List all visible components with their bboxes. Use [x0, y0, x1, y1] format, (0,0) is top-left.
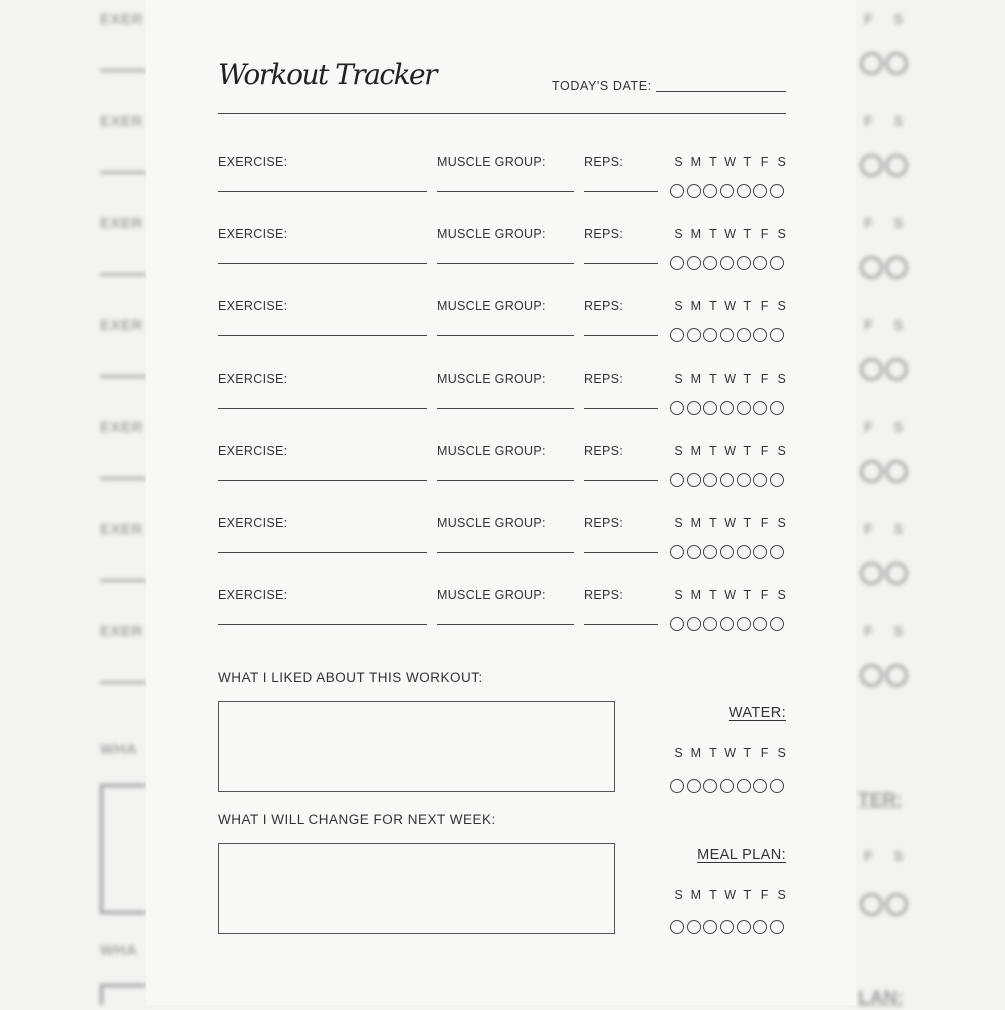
weekday-letter: F: [760, 443, 769, 458]
weekday-letter: S: [674, 299, 683, 314]
weekday-letter: M: [690, 443, 701, 458]
muscle-group-field[interactable]: [437, 624, 574, 625]
reps-label: REPS:: [584, 516, 624, 530]
weekday-letter: T: [709, 746, 717, 760]
day-checkbox[interactable]: [720, 401, 734, 415]
weekday-letter: S: [674, 516, 683, 530]
day-checkbox[interactable]: [737, 401, 751, 415]
change-notes-box[interactable]: [218, 843, 615, 934]
day-checkbox[interactable]: [770, 920, 784, 934]
weekday-labels: [670, 444, 790, 458]
day-checkbox[interactable]: [670, 617, 684, 631]
day-checkbox[interactable]: [720, 545, 734, 559]
exercise-row: [146, 299, 856, 359]
weekday-labels: [670, 227, 790, 241]
day-checkbox[interactable]: [687, 328, 701, 342]
weekday-letter: M: [690, 588, 701, 603]
exercise-label: EXERCISE:: [218, 155, 288, 169]
weekday-letter: T: [743, 888, 752, 902]
weekday-letter: W: [724, 443, 737, 458]
day-checkbox[interactable]: [687, 920, 701, 934]
day-checkbox[interactable]: [753, 256, 767, 270]
weekday-letter: T: [743, 746, 752, 760]
day-checkbox[interactable]: [770, 328, 784, 342]
weekday-letter: F: [760, 588, 769, 603]
day-checkbox[interactable]: [753, 779, 767, 793]
reps-label: REPS:: [584, 371, 624, 386]
day-checkbox[interactable]: [737, 920, 751, 934]
weekday-letter: F: [760, 299, 769, 314]
weekday-letter: T: [709, 371, 717, 386]
day-checkbox[interactable]: [737, 184, 751, 198]
day-checkbox[interactable]: [737, 473, 751, 487]
blurred-line: [100, 171, 146, 174]
blurred-exercise-label: EXER: [100, 623, 143, 640]
exercise-label: EXERCISE:: [218, 516, 288, 530]
blurred-meal-heading: LAN:: [858, 988, 904, 1009]
muscle-group-label: MUSCLE GROUP:: [437, 227, 546, 242]
exercise-row: [146, 516, 856, 576]
day-checkbox[interactable]: [753, 328, 767, 342]
day-checkbox[interactable]: [753, 184, 767, 198]
weekday-letter: S: [777, 443, 786, 458]
day-checkbox[interactable]: [687, 779, 701, 793]
day-checkbox[interactable]: [720, 184, 734, 198]
weekday-letter: T: [709, 155, 717, 169]
todays-date-field[interactable]: [656, 91, 786, 92]
weekday-letter: M: [690, 155, 701, 169]
weekday-letter: M: [690, 516, 701, 530]
weekday-letter: M: [690, 299, 701, 314]
weekday-letter: S: [674, 746, 683, 760]
blurred-days: F S: [864, 113, 912, 130]
weekday-letter: M: [690, 371, 701, 386]
day-checkbox[interactable]: [753, 401, 767, 415]
day-checkbox[interactable]: [687, 617, 701, 631]
weekday-letter: T: [709, 443, 717, 458]
day-checkbox[interactable]: [703, 779, 717, 793]
exercise-label: EXERCISE:: [218, 227, 288, 242]
weekday-letter: W: [724, 299, 737, 314]
day-checkbox[interactable]: [703, 473, 717, 487]
blurred-exercise-label: EXER: [100, 113, 143, 130]
water-weekday-labels: [670, 746, 790, 760]
meal-plan-day-circles: [670, 920, 784, 934]
meal-plan-heading: MEAL PLAN:: [697, 847, 786, 863]
liked-label: WHAT I LIKED ABOUT THIS WORKOUT:: [218, 670, 483, 685]
exercise-field[interactable]: [218, 408, 427, 409]
reps-field[interactable]: [584, 191, 658, 192]
blurred-circles: [860, 256, 908, 279]
muscle-group-label: MUSCLE GROUP:: [437, 371, 546, 386]
blurred-exercise-label: EXER: [100, 521, 143, 538]
blurred-days: F S: [864, 848, 912, 865]
title-divider: [218, 113, 786, 114]
exercise-label: EXERCISE:: [218, 299, 288, 314]
day-checkbox[interactable]: [670, 256, 684, 270]
exercise-row: [146, 155, 856, 215]
blurred-right-copy: [856, 0, 1005, 1005]
weekday-letter: S: [777, 299, 786, 314]
muscle-group-label: MUSCLE GROUP:: [437, 155, 546, 169]
weekday-letter: W: [724, 227, 737, 242]
day-checkbox[interactable]: [753, 617, 767, 631]
reps-field[interactable]: [584, 624, 658, 625]
weekday-letter: F: [760, 888, 769, 902]
day-checkbox[interactable]: [770, 256, 784, 270]
muscle-group-label: MUSCLE GROUP:: [437, 299, 546, 314]
blurred-circles: [860, 154, 908, 177]
weekday-letter: W: [724, 588, 737, 603]
weekday-letter: W: [724, 746, 737, 760]
weekday-labels: [670, 299, 790, 313]
reps-label: REPS:: [584, 227, 624, 242]
weekday-letter: M: [690, 888, 701, 902]
day-checkbox[interactable]: [720, 617, 734, 631]
blurred-line: [100, 375, 146, 378]
exercise-field[interactable]: [218, 335, 427, 336]
reps-label: REPS:: [584, 588, 624, 603]
muscle-group-field[interactable]: [437, 335, 574, 336]
weekday-letter: W: [724, 516, 737, 530]
blurred-days: F S: [864, 419, 912, 436]
page-title: Workout Tracker: [218, 58, 436, 91]
muscle-group-field[interactable]: [437, 552, 574, 553]
exercise-field[interactable]: [218, 552, 427, 553]
blurred-exercise-label: EXER: [100, 419, 143, 436]
day-checkbox[interactable]: [703, 328, 717, 342]
day-checkbox[interactable]: [687, 473, 701, 487]
day-checkbox[interactable]: [770, 184, 784, 198]
weekday-letter: S: [674, 588, 683, 603]
day-checkbox[interactable]: [703, 617, 717, 631]
weekday-letter: T: [743, 588, 752, 603]
weekday-letter: S: [674, 888, 683, 902]
day-checkbox[interactable]: [703, 401, 717, 415]
day-checkbox[interactable]: [753, 473, 767, 487]
blurred-circles: [860, 562, 908, 585]
reps-field[interactable]: [584, 480, 658, 481]
weekday-letter: T: [743, 299, 752, 314]
exercise-label: EXERCISE:: [218, 588, 288, 603]
weekday-letter: S: [674, 155, 683, 169]
weekday-letter: W: [724, 888, 737, 902]
day-checkbox[interactable]: [737, 328, 751, 342]
weekday-letter: F: [760, 227, 769, 242]
weekday-letter: T: [743, 155, 752, 169]
weekday-letter: F: [760, 371, 769, 386]
weekday-letter: T: [743, 443, 752, 458]
blurred-days: F S: [864, 11, 912, 28]
weekday-letter: T: [743, 227, 752, 242]
weekday-letter: T: [709, 227, 717, 242]
exercise-label: EXERCISE:: [218, 443, 288, 458]
day-checkbox[interactable]: [770, 617, 784, 631]
blurred-exercise-label: EXER: [100, 317, 143, 334]
blurred-circles: [860, 664, 908, 687]
day-checkbox[interactable]: [770, 545, 784, 559]
weekday-letter: T: [743, 371, 752, 386]
weekday-letter: T: [709, 299, 717, 314]
weekday-letter: S: [777, 746, 786, 760]
weekday-letter: S: [674, 227, 683, 242]
day-checkbox[interactable]: [770, 779, 784, 793]
day-checkbox[interactable]: [670, 473, 684, 487]
blurred-line: [100, 681, 146, 684]
day-checkbox[interactable]: [770, 401, 784, 415]
liked-notes-box[interactable]: [218, 701, 615, 792]
todays-date-label: TODAY'S DATE:: [552, 79, 652, 93]
exercise-row: [146, 588, 856, 648]
exercise-row: [146, 444, 856, 504]
weekday-letter: F: [760, 155, 769, 169]
weekday-letter: S: [674, 371, 683, 386]
weekday-labels: [670, 588, 790, 602]
weekday-circles: [670, 545, 784, 559]
day-checkbox[interactable]: [720, 779, 734, 793]
blurred-box: [100, 784, 146, 914]
day-checkbox[interactable]: [737, 617, 751, 631]
day-checkbox[interactable]: [703, 184, 717, 198]
weekday-letter: W: [724, 371, 737, 386]
exercise-row: [146, 372, 856, 432]
blurred-days: F S: [864, 623, 912, 640]
change-label: WHAT I WILL CHANGE FOR NEXT WEEK:: [218, 812, 496, 827]
day-checkbox[interactable]: [720, 328, 734, 342]
reps-field[interactable]: [584, 552, 658, 553]
weekday-letter: S: [777, 227, 786, 242]
weekday-letter: F: [760, 516, 769, 530]
blurred-line: [100, 69, 146, 72]
reps-field[interactable]: [584, 263, 658, 264]
day-checkbox[interactable]: [770, 473, 784, 487]
blurred-line: [100, 273, 146, 276]
exercise-field[interactable]: [218, 263, 427, 264]
day-checkbox[interactable]: [687, 545, 701, 559]
exercise-field[interactable]: [218, 480, 427, 481]
weekday-labels: [670, 516, 790, 530]
blurred-what-label: WHA: [100, 942, 138, 959]
day-checkbox[interactable]: [687, 401, 701, 415]
meal-plan-weekday-labels: [670, 888, 790, 902]
blurred-circles: [860, 460, 908, 483]
day-checkbox[interactable]: [753, 545, 767, 559]
day-checkbox[interactable]: [703, 256, 717, 270]
muscle-group-field[interactable]: [437, 263, 574, 264]
day-checkbox[interactable]: [670, 184, 684, 198]
blurred-days: F S: [864, 215, 912, 232]
reps-field[interactable]: [584, 408, 658, 409]
day-checkbox[interactable]: [753, 920, 767, 934]
weekday-labels: [670, 372, 790, 386]
reps-label: REPS:: [584, 299, 624, 314]
blurred-left-copy: [0, 0, 146, 1005]
reps-label: REPS:: [584, 155, 624, 169]
day-checkbox[interactable]: [720, 920, 734, 934]
weekday-letter: T: [709, 516, 717, 530]
day-checkbox[interactable]: [670, 545, 684, 559]
blurred-exercise-label: EXER: [100, 215, 143, 232]
day-checkbox[interactable]: [703, 920, 717, 934]
blurred-what-label: WHA: [100, 741, 138, 758]
weekday-letter: T: [743, 516, 752, 530]
weekday-letter: T: [709, 588, 717, 603]
weekday-letter: W: [724, 155, 737, 169]
weekday-letter: S: [777, 588, 786, 603]
weekday-letter: S: [777, 155, 786, 169]
weekday-letter: T: [709, 888, 717, 902]
day-checkbox[interactable]: [670, 779, 684, 793]
weekday-circles: [670, 256, 784, 270]
exercise-label: EXERCISE:: [218, 371, 288, 386]
blurred-days: F S: [864, 317, 912, 334]
day-checkbox[interactable]: [737, 545, 751, 559]
weekday-circles: [670, 328, 784, 342]
blurred-box: [100, 984, 146, 1005]
weekday-circles: [670, 401, 784, 415]
blurred-line: [100, 579, 146, 582]
blurred-circles: [860, 358, 908, 381]
reps-field[interactable]: [584, 335, 658, 336]
day-checkbox[interactable]: [687, 184, 701, 198]
weekday-letter: S: [777, 888, 786, 902]
day-checkbox[interactable]: [703, 545, 717, 559]
muscle-group-label: MUSCLE GROUP:: [437, 443, 546, 458]
weekday-letter: S: [674, 443, 683, 458]
water-day-circles: [670, 779, 784, 793]
weekday-labels: [670, 155, 790, 169]
exercise-field[interactable]: [218, 191, 427, 192]
weekday-letter: F: [760, 746, 769, 760]
weekday-circles: [670, 473, 784, 487]
exercise-field[interactable]: [218, 624, 427, 625]
day-checkbox[interactable]: [737, 256, 751, 270]
water-heading: WATER:: [728, 705, 786, 721]
blurred-circles: [860, 52, 908, 75]
tracker-sheet: [146, 0, 856, 1005]
day-checkbox[interactable]: [737, 779, 751, 793]
muscle-group-label: MUSCLE GROUP:: [437, 516, 546, 530]
day-checkbox[interactable]: [670, 920, 684, 934]
blurred-days: F S: [864, 521, 912, 538]
muscle-group-label: MUSCLE GROUP:: [437, 588, 546, 603]
exercise-row: [146, 227, 856, 287]
weekday-letter: M: [690, 746, 701, 760]
reps-label: REPS:: [584, 443, 624, 458]
weekday-circles: [670, 184, 784, 198]
day-checkbox[interactable]: [720, 473, 734, 487]
muscle-group-field[interactable]: [437, 480, 574, 481]
day-checkbox[interactable]: [670, 401, 684, 415]
day-checkbox[interactable]: [687, 256, 701, 270]
blurred-water-heading: TER:: [858, 790, 903, 811]
weekday-letter: M: [690, 227, 701, 242]
blurred-exercise-label: EXER: [100, 11, 143, 28]
blurred-line: [100, 477, 146, 480]
weekday-letter: S: [777, 371, 786, 386]
day-checkbox[interactable]: [670, 328, 684, 342]
weekday-letter: S: [777, 516, 786, 530]
day-checkbox[interactable]: [720, 256, 734, 270]
blurred-circles: [860, 893, 908, 916]
muscle-group-field[interactable]: [437, 191, 574, 192]
weekday-circles: [670, 617, 784, 631]
muscle-group-field[interactable]: [437, 408, 574, 409]
